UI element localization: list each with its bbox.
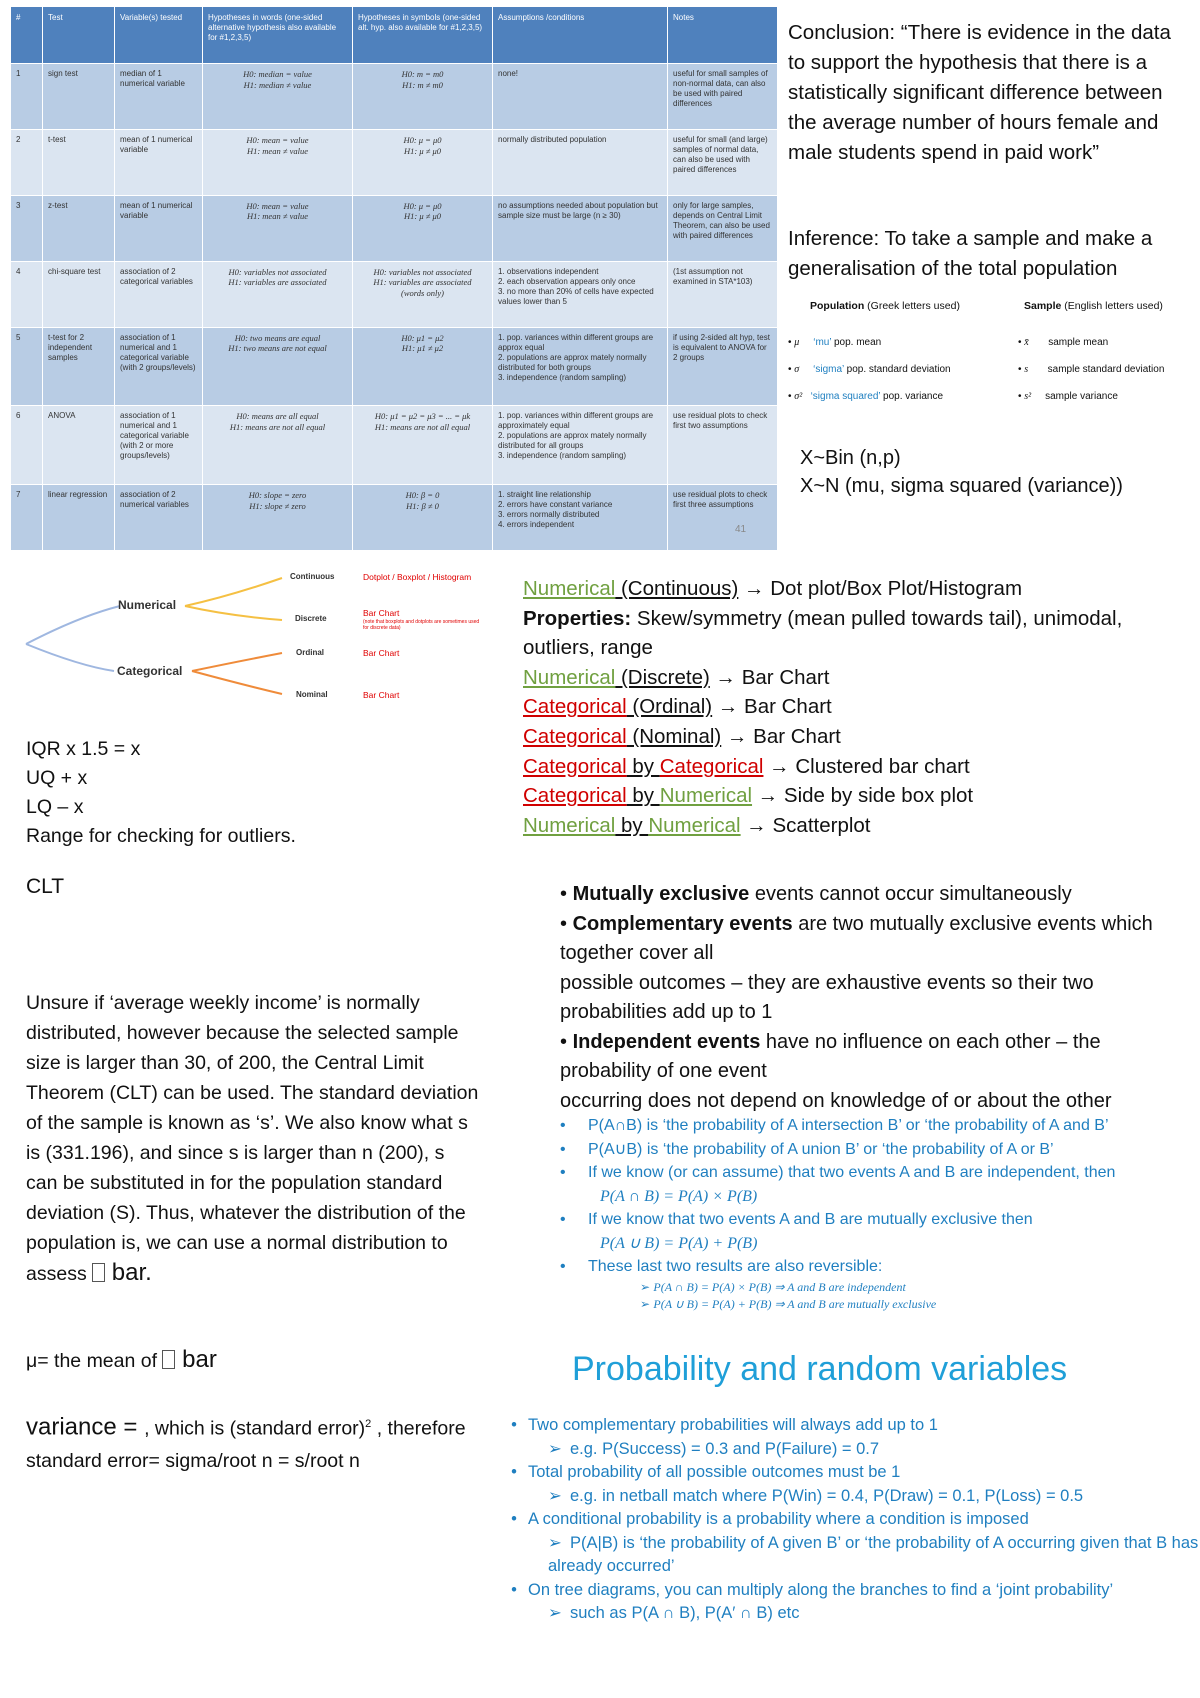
tree-continuous: Continuous [290, 572, 335, 581]
hypothesis-tests-table [10, 6, 778, 551]
header-cell: Hypotheses in words (one-sided alternative hypothesis also available for #1,2,3,5) [203, 7, 353, 64]
complementary-def-cont: possible outcomes – they are exhaustive events so their two probabilities add up to 1 [560, 971, 1094, 1023]
tree-branches [20, 566, 500, 716]
sample-row-s: • s sample standard deviation [1018, 364, 1165, 375]
properties-line: Properties: Skew/symmetry (mean pulled towards tail), unimodal, outliers, range [523, 606, 1123, 660]
table-cell: z-test [43, 195, 115, 261]
arrow-bullet-icon: ➢ [548, 1439, 562, 1458]
data-type-tree [20, 566, 500, 716]
table-cell: H0: two means are equal H1: two means are not equal [203, 327, 353, 406]
distribution-notation [800, 444, 1123, 500]
tree-discrete-chart: Bar Chart [363, 608, 400, 618]
table-cell: median of 1 numerical variable [115, 64, 203, 130]
page-number: 41 [735, 524, 747, 535]
conclusion-text: Conclusion: “There is evidence in the data to support the hypothesis that there is a statistically significant difference between the average number of hours female and male students spend in paid work” [788, 21, 1171, 164]
list-item: • If we know (or can assume) that two events A and B are independent, then [560, 1164, 1116, 1181]
table-cell: H0: mean = value H1: mean ≠ value [203, 129, 353, 195]
independent-def-cont: occurring does not depend on knowledge of or about the other [560, 1089, 1112, 1112]
probability-notes-list [500, 1414, 1200, 1626]
tree-categorical: Categorical [117, 664, 183, 678]
chart-type-line: Categorical by Categorical → Clustered bar chart [523, 754, 970, 778]
table-cell: H0: median = value H1: median ≠ value [203, 64, 353, 130]
table-cell: useful for small samples of non-normal data, can also be used with paired differences [668, 64, 778, 130]
table-cell: 4 [11, 261, 43, 327]
table-cell: 3 [11, 195, 43, 261]
standard-error-note: variance = , which is (standard error)$^2$ , therefore standard error= sigma/root n = s/root n [26, 1413, 466, 1472]
pop-row-sigma-squared: • σ² ‘sigma squared’ pop. variance [788, 391, 944, 402]
pop-row-mu: • μ ‘mu’ pop. mean [788, 337, 882, 348]
table-cell: H0: m = m0 H1: m ≠ m0 [353, 64, 493, 130]
tree-nominal-chart: Bar Chart [363, 690, 400, 700]
list-item: • On tree diagrams, you can multiply along the branches to find a ‘joint probability’ [511, 1580, 1114, 1599]
table-cell: 1. pop. variances within different groups are approx equal 2. populations are approx mately normally distributed for both groups 3. independence (random sampling) [493, 327, 668, 406]
table-cell: H0: μ = μ0 H1: μ ≠ μ0 [353, 129, 493, 195]
table-cell: H0: mean = value H1: mean ≠ value [203, 195, 353, 261]
tree-discrete: Discrete [295, 614, 327, 623]
tree-ordinal: Ordinal [296, 648, 325, 657]
table-cell: 7 [11, 485, 43, 551]
table-cell: 6 [11, 406, 43, 485]
table-cell: 1. pop. variances within different groups are approximately equal 2. populations are approx mately normally distributed for all groups 3. independence (random sampling) [493, 406, 668, 485]
sample-row-xbar: • x̄ sample mean [1018, 337, 1109, 348]
header-cell: Hypotheses in symbols (one-sided alt. hyp. also available for #1,2,3,5) [353, 7, 493, 64]
list-item: • If we know that two events A and B are mutually exclusive then [560, 1211, 1033, 1228]
clt-heading: CLT [26, 875, 65, 898]
tree-numerical: Numerical [118, 598, 177, 612]
iqr-outlier-notes [26, 735, 296, 851]
complementary-def: • Complementary events are two mutually exclusive events which together cover all [560, 912, 1153, 964]
table-cell: H0: μ1 = μ2 = μ3 = ... = μk H1: means are not all equal [353, 406, 493, 485]
table-cell: t-test for 2 independent samples [43, 327, 115, 406]
header-cell: Notes [668, 7, 778, 64]
chart-type-line: Categorical (Ordinal) → Bar Chart [523, 695, 832, 719]
arrow-bullet-icon: ➢ [548, 1604, 562, 1622]
table-row [11, 129, 778, 195]
list-item: • Total probability of all possible outcomes must be 1 [511, 1463, 901, 1481]
event-types [560, 880, 1192, 1116]
table-cell: normally distributed population [493, 129, 668, 195]
table-body [11, 64, 778, 551]
chart-type-line: Categorical by Numerical → Side by side box plot [523, 784, 974, 808]
table-cell: 5 [11, 327, 43, 406]
formula-mutually-exclusive: P(A ∪ B) = P(A) + P(B) [600, 1234, 758, 1252]
iqr-line: LQ – x [26, 796, 84, 818]
list-item: • These last two results are also reversible: [560, 1258, 883, 1275]
sub-item: ➢ P(A ∪ B) = P(A) + P(B) ⇒ A and B are mutually exclusive [640, 1296, 937, 1311]
header-cell: Test [43, 7, 115, 64]
independent-def: • Independent events have no influence on each other – the probability of one event [560, 1030, 1101, 1082]
chart-type-line: Numerical (Discrete) → Bar Chart [523, 665, 830, 689]
table-cell: use residual plots to check first three assumptions [668, 485, 778, 551]
table-cell: none! [493, 64, 668, 130]
tree-ordinal-chart: Bar Chart [363, 648, 400, 658]
table-cell: no assumptions needed about population but sample size must be large (n ≥ 30) [493, 195, 668, 261]
iqr-line: UQ + x [26, 767, 88, 789]
sample-row-s-squared: • s² sample variance [1018, 391, 1118, 402]
table-row [11, 485, 778, 551]
table-cell: if using 2-sided alt hyp, test is equivalent to ANOVA for 2 groups [668, 327, 778, 406]
table-cell: H0: μ = μ0 H1: μ ≠ μ0 [353, 195, 493, 261]
iqr-line: IQR x 1.5 = x [26, 738, 141, 760]
sub-item: ➢ e.g. in netball match where P(Win) = 0.4, P(Draw) = 0.1, P(Loss) = 0.5 [500, 1485, 1200, 1509]
sample-heading: Sample (English letters used) [1024, 300, 1163, 312]
normal-notation: X~N (mu, sigma squared (variance)) [800, 475, 1123, 497]
table-cell: mean of 1 numerical variable [115, 129, 203, 195]
list-item: • P(A∩B) is ‘the probability of A intersection B’ or ‘the probability of A and B’ [560, 1117, 1109, 1134]
table-row [11, 64, 778, 130]
table-cell: use residual plots to check first two assumptions [668, 406, 778, 485]
table-cell: t-test [43, 129, 115, 195]
pop-row-sigma: • σ ‘sigma’ pop. standard deviation [788, 364, 951, 375]
header-cell: # [11, 7, 43, 64]
probability-rules-list [560, 1114, 1192, 1313]
table-cell: only for large samples, depends on Central Limit Theorem, can also be used with paired differences [668, 195, 778, 261]
table-cell: chi-square test [43, 261, 115, 327]
inference-text: Inference: To take a sample and make a generalisation of the total population [788, 227, 1153, 280]
mutually-exclusive-def: • Mutually exclusive events cannot occur simultaneously [560, 883, 1072, 905]
section-title: Probability and random variables [572, 1350, 1068, 1388]
mu-definition: μ= the mean of bar [26, 1346, 217, 1373]
header-cell: Variable(s) tested [115, 7, 203, 64]
table-cell: 1 [11, 64, 43, 130]
table-cell: (1st assumption not examined in STA*103) [668, 261, 778, 327]
tree-discrete-note: (note that boxplots and dotplots are sometimes used for discrete data) [363, 619, 480, 631]
arrow-bullet-icon: ➢ [640, 1279, 654, 1294]
table-cell: ANOVA [43, 406, 115, 485]
table-cell: association of 2 categorical variables [115, 261, 203, 327]
table-cell: association of 1 numerical and 1 categorical variable (with 2 or more groups/levels) [115, 406, 203, 485]
table-cell: mean of 1 numerical variable [115, 195, 203, 261]
sub-item: ➢ e.g. P(Success) = 0.3 and P(Failure) = 0.7 [500, 1438, 1200, 1462]
tree-nominal: Nominal [296, 690, 328, 699]
chart-type-line: Numerical (Continuous) → Dot plot/Box Plot/Histogram [523, 577, 1023, 600]
list-item: • P(A∪B) is ‘the probability of A union B’ or ‘the probability of A or B’ [560, 1140, 1054, 1158]
table-row [11, 195, 778, 261]
table-cell: 1. straight line relationship 2. errors have constant variance 3. errors normally distributed 4. errors independent [493, 485, 668, 551]
table-cell: H0: slope = zero H1: slope ≠ zero [203, 485, 353, 551]
missing-glyph-icon [162, 1350, 175, 1369]
arrow-bullet-icon: ➢ [548, 1533, 562, 1552]
chart-types-list [523, 574, 1193, 840]
table-cell: linear regression [43, 485, 115, 551]
table-cell: sign test [43, 64, 115, 130]
table-row [11, 261, 778, 327]
table-cell: 2 [11, 129, 43, 195]
list-item: • A conditional probability is a probability where a condition is imposed [511, 1510, 1029, 1528]
table-row [11, 327, 778, 406]
table-cell: H0: μ1 = μ2 H1: μ1 ≠ μ2 [353, 327, 493, 406]
chart-type-line: Categorical (Nominal) → Bar Chart [523, 724, 841, 748]
table-header-row [11, 7, 778, 64]
sub-item: ➢ P(A ∩ B) = P(A) × P(B) ⇒ A and B are independent [640, 1279, 906, 1294]
formula-independent: P(A ∩ B) = P(A) × P(B) [600, 1187, 758, 1205]
header-cell: Assumptions /conditions [493, 7, 668, 64]
arrow-bullet-icon: ➢ [548, 1486, 562, 1505]
list-item: • Two complementary probabilities will always add up to 1 [511, 1416, 938, 1434]
tree-continuous-chart: Dotplot / Boxplot / Histogram [363, 572, 472, 582]
iqr-line: Range for checking for outliers. [26, 825, 296, 847]
table-cell: H0: variables not associated H1: variables are associated [203, 261, 353, 327]
sub-item: ➢ such as P(A ∩ B), P(A′ ∩ B) etc [500, 1602, 1200, 1626]
table-cell: H0: means are all equal H1: means are not all equal [203, 406, 353, 485]
table-cell: 1. observations independent 2. each observation appears only once 3. no more than 20% of cells have expected values lower than 5 [493, 261, 668, 327]
clt-explanation: Unsure if ‘average weekly income’ is normally distributed, however because the selected sample size is larger than 30, of 200, the Central Limit Theorem (CLT) can be used. The standard deviation of the sample is known as ‘s’. We also know what s is (331.196), and since s is larger than n (200), s can be substituted in for the population standard deviation (S). Thus, whatever the distribution of the population is, we can use a normal distribution to assess bar. [26, 992, 479, 1286]
chart-type-line: Numerical by Numerical → Scatterplot [523, 813, 871, 837]
table-cell: association of 1 numerical and 1 categorical variable (with 2 groups/levels) [115, 327, 203, 406]
table-cell: H0: β = 0 H1: β ≠ 0 [353, 485, 493, 551]
arrow-bullet-icon: ➢ [640, 1296, 654, 1311]
table-cell: useful for small (and large) samples of normal data, can also be used with paired differences [668, 129, 778, 195]
table-row [11, 406, 778, 485]
table-cell: association of 2 numerical variables [115, 485, 203, 551]
binomial-notation: X~Bin (n,p) [800, 447, 901, 469]
table-cell: H0: variables not associated H1: variables are associated (words only) [353, 261, 493, 327]
sub-item: ➢ P(A|B) is ‘the probability of A given B’ or ‘the probability of A occurring given that B has already occurred’ [548, 1533, 1199, 1575]
missing-glyph-icon [92, 1263, 105, 1282]
population-heading: Population (Greek letters used) [810, 300, 960, 312]
